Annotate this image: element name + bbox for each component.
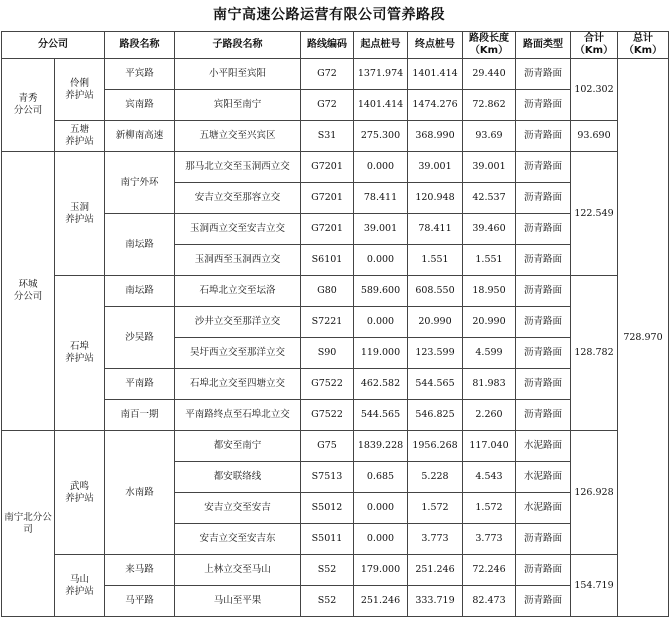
route-code-cell: G80	[301, 276, 354, 307]
table-row	[2, 121, 669, 152]
road-maintenance-table	[1, 31, 669, 617]
end-cell: 544.565	[408, 369, 463, 400]
length-cell: 117.040	[463, 431, 516, 462]
end-cell: 123.599	[408, 338, 463, 369]
start-cell: 179.000	[354, 555, 408, 586]
sub-name-cell: 那马北立交至玉洞西立交	[175, 152, 301, 183]
road-cell: 马平路	[105, 586, 175, 617]
length-cell: 1.572	[463, 493, 516, 524]
sub-name-cell: 小平阳至宾阳	[175, 59, 301, 90]
length-cell: 29.440	[463, 59, 516, 90]
end-cell: 251.246	[408, 555, 463, 586]
length-cell: 42.537	[463, 183, 516, 214]
surface-cell: 沥青路面	[516, 586, 571, 617]
end-cell: 20.990	[408, 307, 463, 338]
route-code-cell: S7513	[301, 462, 354, 493]
route-code-cell: S6101	[301, 245, 354, 276]
road-cell: 南坛路	[105, 214, 175, 276]
sub-name-cell: 马山至平果	[175, 586, 301, 617]
surface-cell: 沥青路面	[516, 338, 571, 369]
length-cell: 82.473	[463, 586, 516, 617]
sub-name-cell: 都安至南宁	[175, 431, 301, 462]
start-cell: 0.000	[354, 524, 408, 555]
header-sub-name: 子路段名称	[175, 32, 301, 59]
road-cell: 新柳南高速	[105, 121, 175, 152]
route-code-cell: G7522	[301, 369, 354, 400]
sub-name-cell: 石埠北立交至四塘立交	[175, 369, 301, 400]
length-cell: 4.543	[463, 462, 516, 493]
length-cell: 20.990	[463, 307, 516, 338]
end-cell: 608.550	[408, 276, 463, 307]
surface-cell: 沥青路面	[516, 307, 571, 338]
header-surface: 路面类型	[516, 32, 571, 59]
sub-name-cell: 宾阳至南宁	[175, 90, 301, 121]
end-cell: 120.948	[408, 183, 463, 214]
subtotal-cell: 102.302	[571, 59, 618, 121]
road-cell: 水南路	[105, 431, 175, 555]
end-cell: 368.990	[408, 121, 463, 152]
surface-cell: 沥青路面	[516, 555, 571, 586]
road-cell: 南坛路	[105, 276, 175, 307]
start-cell: 1401.414	[354, 90, 408, 121]
sub-name-cell: 玉洞西至玉洞西立交	[175, 245, 301, 276]
grand-total-cell: 728.970	[618, 59, 669, 617]
start-cell: 275.300	[354, 121, 408, 152]
surface-cell: 沥青路面	[516, 59, 571, 90]
end-cell: 3.773	[408, 524, 463, 555]
subtotal-cell: 126.928	[571, 431, 618, 555]
end-cell: 1401.414	[408, 59, 463, 90]
road-cell: 沙吴路	[105, 307, 175, 369]
length-cell: 2.260	[463, 400, 516, 431]
surface-cell: 沥青路面	[516, 524, 571, 555]
sub-name-cell: 都安联络线	[175, 462, 301, 493]
route-code-cell: G7522	[301, 400, 354, 431]
surface-cell: 沥青路面	[516, 152, 571, 183]
table-row	[2, 555, 669, 586]
length-cell: 72.246	[463, 555, 516, 586]
route-code-cell: S31	[301, 121, 354, 152]
road-cell: 宾南路	[105, 90, 175, 121]
end-cell: 1956.268	[408, 431, 463, 462]
station-cell: 五塘 养护站	[55, 121, 105, 152]
station-cell: 伶俐 养护站	[55, 59, 105, 121]
route-code-cell: G7201	[301, 183, 354, 214]
table-row	[2, 431, 669, 462]
station-cell: 石埠 养护站	[55, 276, 105, 431]
route-code-cell: S7221	[301, 307, 354, 338]
route-code-cell: S90	[301, 338, 354, 369]
start-cell: 589.600	[354, 276, 408, 307]
page-title: 南宁高速公路运营有限公司管养路段	[213, 7, 445, 23]
start-cell: 544.565	[354, 400, 408, 431]
road-cell: 来马路	[105, 555, 175, 586]
end-cell: 1.551	[408, 245, 463, 276]
header-start: 起点桩号	[354, 32, 408, 59]
surface-cell: 沥青路面	[516, 245, 571, 276]
route-code-cell: S5011	[301, 524, 354, 555]
length-cell: 1.551	[463, 245, 516, 276]
start-cell: 39.001	[354, 214, 408, 245]
road-cell: 平宾路	[105, 59, 175, 90]
start-cell: 78.411	[354, 183, 408, 214]
end-cell: 1474.276	[408, 90, 463, 121]
header-end: 终点桩号	[408, 32, 463, 59]
end-cell: 333.719	[408, 586, 463, 617]
surface-cell: 沥青路面	[516, 121, 571, 152]
sub-name-cell: 安吉立交至安吉	[175, 493, 301, 524]
header-company: 分公司	[2, 32, 105, 59]
route-code-cell: G7201	[301, 152, 354, 183]
sub-name-cell: 吴圩西立交至那洋立交	[175, 338, 301, 369]
header-road-name: 路段名称	[105, 32, 175, 59]
end-cell: 546.825	[408, 400, 463, 431]
route-code-cell: S52	[301, 586, 354, 617]
sub-name-cell: 五塘立交至兴宾区	[175, 121, 301, 152]
sub-name-cell: 安吉立交至那容立交	[175, 183, 301, 214]
end-cell: 78.411	[408, 214, 463, 245]
road-cell: 南百一期	[105, 400, 175, 431]
road-cell: 南宁外环	[105, 152, 175, 214]
start-cell: 119.000	[354, 338, 408, 369]
sub-name-cell: 安吉立交至安吉东	[175, 524, 301, 555]
length-cell: 39.460	[463, 214, 516, 245]
start-cell: 0.000	[354, 493, 408, 524]
subtotal-cell: 122.549	[571, 152, 618, 276]
surface-cell: 沥青路面	[516, 369, 571, 400]
end-cell: 5.228	[408, 462, 463, 493]
length-cell: 4.599	[463, 338, 516, 369]
route-code-cell: G72	[301, 90, 354, 121]
station-cell: 马山 养护站	[55, 555, 105, 617]
header-route-code: 路线编码	[301, 32, 354, 59]
end-cell: 1.572	[408, 493, 463, 524]
start-cell: 0.685	[354, 462, 408, 493]
sub-name-cell: 上林立交至马山	[175, 555, 301, 586]
route-code-cell: G7201	[301, 214, 354, 245]
subtotal-cell: 154.719	[571, 555, 618, 617]
subtotal-cell: 93.690	[571, 121, 618, 152]
sub-name-cell: 沙井立交至那洋立交	[175, 307, 301, 338]
surface-cell: 水泥路面	[516, 462, 571, 493]
length-cell: 72.862	[463, 90, 516, 121]
subtotal-cell: 128.782	[571, 276, 618, 431]
length-cell: 39.001	[463, 152, 516, 183]
route-code-cell: G75	[301, 431, 354, 462]
surface-cell: 沥青路面	[516, 183, 571, 214]
surface-cell: 沥青路面	[516, 214, 571, 245]
start-cell: 0.000	[354, 245, 408, 276]
sub-name-cell: 玉洞西立交至安吉立交	[175, 214, 301, 245]
table-row	[2, 276, 669, 307]
start-cell: 1839.228	[354, 431, 408, 462]
route-code-cell: G72	[301, 59, 354, 90]
road-cell: 平南路	[105, 369, 175, 400]
surface-cell: 沥青路面	[516, 90, 571, 121]
header-total: 总计 （Km）	[618, 32, 669, 59]
start-cell: 0.000	[354, 307, 408, 338]
start-cell: 1371.974	[354, 59, 408, 90]
start-cell: 462.582	[354, 369, 408, 400]
route-code-cell: S52	[301, 555, 354, 586]
sub-name-cell: 石埠北立交至坛洛	[175, 276, 301, 307]
end-cell: 39.001	[408, 152, 463, 183]
table-row	[2, 59, 669, 90]
length-cell: 3.773	[463, 524, 516, 555]
length-cell: 18.950	[463, 276, 516, 307]
header-row	[2, 32, 669, 59]
company-cell: 南宁北分公 司	[2, 431, 55, 617]
surface-cell: 沥青路面	[516, 400, 571, 431]
surface-cell: 水泥路面	[516, 493, 571, 524]
station-cell: 玉洞 养护站	[55, 152, 105, 276]
start-cell: 0.000	[354, 152, 408, 183]
company-cell: 环城 分公司	[2, 152, 55, 431]
start-cell: 251.246	[354, 586, 408, 617]
surface-cell: 水泥路面	[516, 431, 571, 462]
surface-cell: 沥青路面	[516, 276, 571, 307]
header-subtotal: 合计 （Km）	[571, 32, 618, 59]
header-length: 路段长度 （Km）	[463, 32, 516, 59]
length-cell: 81.983	[463, 369, 516, 400]
table-row	[2, 152, 669, 183]
sub-name-cell: 平南路终点至石埠北立交	[175, 400, 301, 431]
station-cell: 武鸣 养护站	[55, 431, 105, 555]
company-cell: 青秀 分公司	[2, 59, 55, 152]
route-code-cell: S5012	[301, 493, 354, 524]
length-cell: 93.69	[463, 121, 516, 152]
